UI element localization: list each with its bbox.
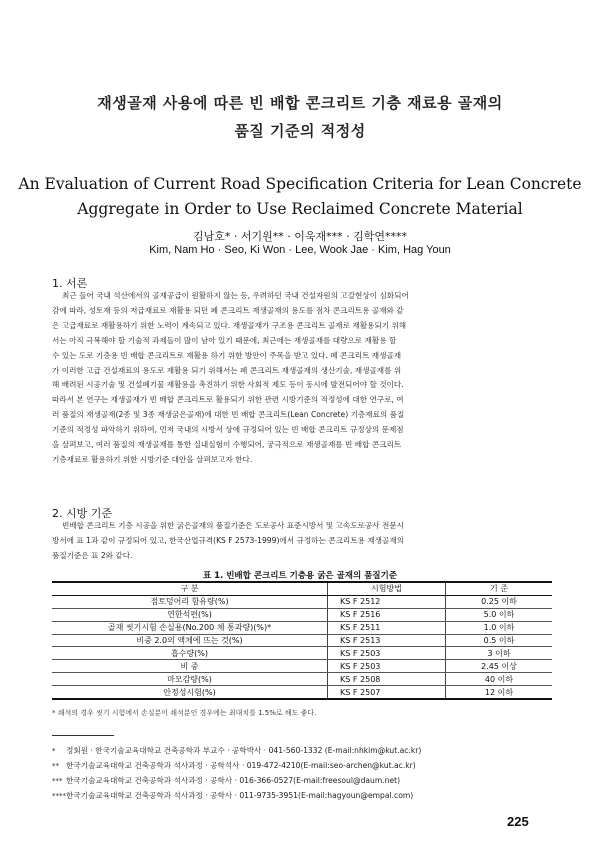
cell-category: 점토덩어리 함유량(%) <box>52 595 328 608</box>
english-title-line-2: Aggregate in Order to Use Reclaimed Concrete Material <box>77 200 523 218</box>
footnote-divider <box>52 735 114 736</box>
table-header-row <box>52 582 552 595</box>
table-row <box>52 660 552 673</box>
section-1-line: 서는 아직 극복해야 할 기술적 과제들이 많이 남아 있기 때문에, 최근에는 재생골재를 대량으로 재활용 할 <box>52 335 397 345</box>
table-row <box>52 673 552 686</box>
table-row <box>52 634 552 647</box>
section-1-line: 은 고급재료로 재활용하기 위한 노력이 계속되고 있다. 재생골재가 구조용 콘크리트 골재로 재활용되기 위해 <box>52 320 407 330</box>
cell-criterion: 0.25 이하 <box>446 595 553 608</box>
footnote-mark: *** <box>52 777 63 785</box>
section-1-line: 러 품질의 재생골재(2종 및 3종 재생굵은골재)에 대한 빈 배합 콘크리트(Lean Concrete) 기층재료의 품질 <box>52 410 405 420</box>
cell-test-method: KS F 2507 <box>328 686 446 699</box>
section-2-heading: 2. 시방 기준 <box>52 507 112 520</box>
cell-criterion: 40 이하 <box>446 673 553 686</box>
section-1-heading: 1. 서론 <box>52 277 88 290</box>
cell-criterion: 1.0 이하 <box>446 621 553 634</box>
table-caption: 표 1. 빈배합 콘크리트 기층용 굵은 골재의 품질기준 <box>202 571 398 581</box>
header-criterion: 기 준 <box>446 582 553 595</box>
section-2-line: 방서에 표 1과 같이 규정되어 있고, 한국산업규격(KS F 2573-1999)에서 규정하는 콘크리트용 재생골재의 <box>52 535 405 545</box>
section-1-line: 따라서 본 연구는 재생골재가 빈 배합 콘크리트로 활용되기 위한 관련 시방기준의 적정성에 대한 연구로, 여 <box>52 395 404 405</box>
author-footnote <box>52 775 400 786</box>
section-1-line: 해 배려된 시공기술 및 건설폐기물 재활용을 촉진하기 위한 사회적 제도 등이 동시에 발전되어야 할 것이다. <box>52 380 404 390</box>
table-row <box>52 608 552 621</box>
author-footnote <box>52 760 416 771</box>
cell-criterion: 2.45 이상 <box>446 660 553 673</box>
header-test-method: 시험방법 <box>328 582 446 595</box>
cell-test-method: KS F 2513 <box>328 634 446 647</box>
page-number: 225 <box>507 814 529 829</box>
section-1-line: 기준의 적정성 파악하기 위하여, 먼저 국내의 시방서 상에 규정되어 있는 빈 배합 콘크리트 규정상의 문제점 <box>52 425 404 435</box>
quality-criteria-table <box>52 581 552 700</box>
cell-category: 마모감량(%) <box>52 673 328 686</box>
cell-category: 비 중 <box>52 660 328 673</box>
section-1-line: 최근 들어 국내 석산에서의 골재공급이 원활하지 않는 등, 우려하던 국내 건설자원의 고갈현상이 심화되어 <box>62 291 409 300</box>
section-2-line: 품질기준은 표 2와 같다. <box>52 550 133 560</box>
cell-criterion: 5.0 이하 <box>446 608 553 621</box>
footnote-mark: ** <box>52 762 59 770</box>
section-1-line: 가 이러한 고급 건설재료의 용도로 재활용 되기 위해서는 폐 콘크리트 재생골재의 생산기술, 재생골재를 위 <box>52 365 402 375</box>
footnote-text: 한국기술교육대학교 건축공학과 석사과정 · 공학사 · 011-9735-3951(E-mail:hagyoun@empal.com) <box>66 791 414 800</box>
table-footnote: * 쇄석의 경우 씻기 시험에서 손실분이 쇄석분인 경우에는 최대치를 1.5%로 해도 좋다. <box>52 709 317 717</box>
author-footnote <box>52 790 413 801</box>
korean-title-line-2: 품질 기준의 적정성 <box>234 122 366 140</box>
section-2-line: 빈배합 콘크리트 기층 시공을 위한 굵은골재의 품질기준은 도로공사 표준시방서 및 고속도로공사 전문시 <box>62 521 404 530</box>
cell-test-method: KS F 2512 <box>328 595 446 608</box>
header-category: 구 분 <box>52 582 328 595</box>
cell-category: 안정성시험(%) <box>52 686 328 699</box>
cell-category: 흡수량(%) <box>52 647 328 660</box>
section-1-line: 기층재료로 활용하기 위한 시방기준 대안을 살펴보고자 한다. <box>52 454 253 464</box>
footnote-mark: * <box>52 747 56 755</box>
cell-test-method: KS F 2516 <box>328 608 446 621</box>
footnote-mark: **** <box>52 792 66 800</box>
cell-test-method: KS F 2511 <box>328 621 446 634</box>
english-title-line-1: An Evaluation of Current Road Specification Criteria for Lean Concrete <box>18 175 582 193</box>
table-row <box>52 595 552 608</box>
table-row <box>52 647 552 660</box>
cell-test-method: KS F 2503 <box>328 647 446 660</box>
cell-criterion: 3 이하 <box>446 647 553 660</box>
authors-korean: 김남호* · 서기원** · 이욱재*** · 김학연**** <box>193 230 407 243</box>
korean-title-line-1: 재생골재 사용에 따른 빈 배합 콘크리트 기층 재료용 골재의 <box>97 94 503 112</box>
cell-category: 비중 2.0의 액체에 뜨는 것(%) <box>52 634 328 647</box>
cell-criterion: 0.5 이하 <box>446 634 553 647</box>
author-footnote <box>52 745 421 756</box>
section-1-line: 감에 따라, 성토재 등의 저급재료로 재활용 되던 폐 콘크리트 재생골재의 용도를 점차 콘크리트용 골재와 같 <box>52 305 404 315</box>
cell-category: 골재 씻기시험 손실용(No.200 체 통과량)(%)* <box>52 621 328 634</box>
authors-english: Kim, Nam Ho · Seo, Ki Won · Lee, Wook Jae · Kim, Hag Youn <box>149 244 451 256</box>
cell-category: 연한석편(%) <box>52 608 328 621</box>
section-1-line: 을 살펴보고, 여러 품질의 재생골재를 통한 실내실험이 수행되어, 궁극적으로 재생골재를 빈 배합 콘크리트 <box>52 440 402 450</box>
cell-test-method: KS F 2503 <box>328 660 446 673</box>
table-row <box>52 686 552 699</box>
cell-test-method: KS F 2508 <box>328 673 446 686</box>
section-2-body <box>52 519 549 564</box>
footnote-text: 한국기술교육대학교 건축공학과 석사과정 · 공학석사 · 019-472-4210(E-mail:seo-archen@kut.ac.kr) <box>66 761 416 770</box>
section-1-line: 수 있는 도로 기층용 빈 배합 콘크리트로 재활용 하기 위한 방안이 주목을 받고 있다. 폐 콘크리트 재생골재 <box>52 350 402 360</box>
table-row <box>52 621 552 634</box>
section-1-body <box>52 289 549 468</box>
footnote-text: 정회원 · 한국기술교육대학교 건축공학과 부교수 · 공학박사 · 041-560-1332 (E-mail:nhkim@kut.ac.kr) <box>66 746 422 755</box>
cell-criterion: 12 이하 <box>446 686 553 699</box>
footnote-text: 한국기술교육대학교 건축공학과 석사과정 · 공학사 · 016-366-0527(E-mail:freesoul@daum.net) <box>66 776 401 785</box>
